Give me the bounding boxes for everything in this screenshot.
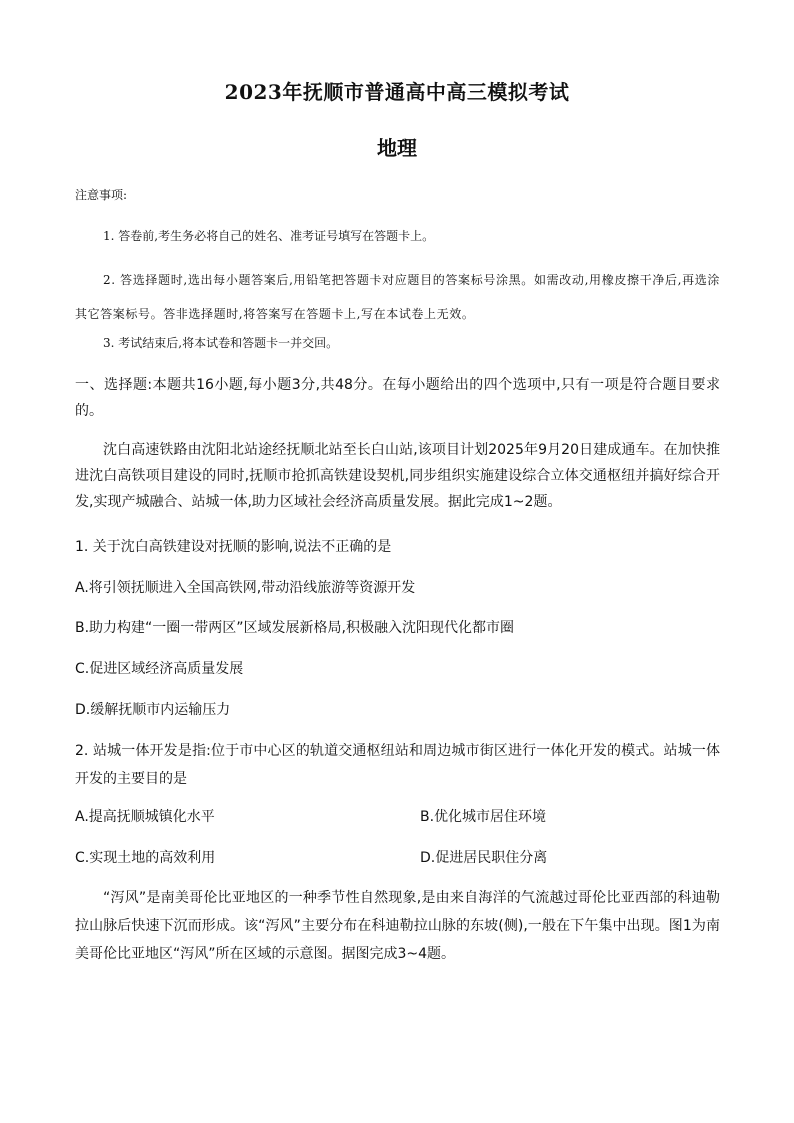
q2-option-d: D.促进居民职住分离	[420, 850, 548, 866]
q1-option-a: A.将引领抚顺进入全国高铁网,带动沿线旅游等资源开发	[75, 580, 416, 596]
q1-option-c: C.促进区域经济高质量发展	[75, 661, 244, 677]
q2-option-c: C.实现土地的高效利用	[75, 850, 216, 866]
q2-option-b: B.优化城市居住环境	[420, 809, 547, 825]
subject-title: 地理	[377, 136, 417, 160]
q1-option-d: D.缓解抚顺市内运输压力	[75, 702, 231, 718]
notice-item-1: 1. 答卷前,考生务必将自己的姓名、准考证号填写在答题卡上。	[103, 229, 435, 243]
notice-heading: 注意事项:	[75, 188, 128, 202]
exam-title: 2023年抚顺市普通高中高三模拟考试	[224, 80, 570, 104]
q2-stem: 2. 站城一体开发是指:位于市中心区的轨道交通枢纽站和周边城市街区进行一体化开发的模式。站城一体开发的主要目的是	[75, 743, 720, 787]
section-intro: 一、选择题:本题共16小题,每小题3分,共48分。在每小题给出的四个选项中,只有一项是符合题目要求的。	[75, 377, 720, 419]
q1-option-b: B.助力构建“一圈一带两区”区域发展新格局,积极融入沈阳现代化都市圈	[75, 620, 515, 636]
passage-1: 沈白高速铁路由沈阳北站途经抚顺北站至长白山站,该项目计划2025年9月20日建成通车。在加快推进沈白高铁项目建设的同时,抚顺市抢抓高铁建设契机,同步组织实施建设综合立体交通枢纽并搞好综合开发,实现产城融合、站城一体,助力区域社会经济高质量发展。据此完成1~2题。	[75, 442, 720, 510]
notice-item-3: 3. 考试结束后,将本试卷和答题卡一并交回。	[103, 336, 339, 350]
notice-item-2: 2. 答选择题时,选出每小题答案后,用铅笔把答题卡对应题目的答案标号涂黑。如需改动,用橡皮擦干净后,再选涂其它答案标号。答非选择题时,将答案写在答题卡上,写在本试卷上无效。	[75, 273, 720, 321]
q1-stem: 1. 关于沈白高铁建设对抚顺的影响,说法不正确的是	[75, 539, 392, 555]
passage-2: “泻风”是南美哥伦比亚地区的一种季节性自然现象,是由来自海洋的气流越过哥伦比亚西部的科迪勒拉山脉后快速下沉而形成。该“泻风”主要分布在科迪勒拉山脉的东坡(侧),一般在下午集中出现。图1为南美哥伦比亚地区“泻风”所在区域的示意图。据图完成3~4题。	[75, 890, 720, 962]
q2-option-a: A.提高抚顺城镇化水平	[75, 809, 215, 825]
